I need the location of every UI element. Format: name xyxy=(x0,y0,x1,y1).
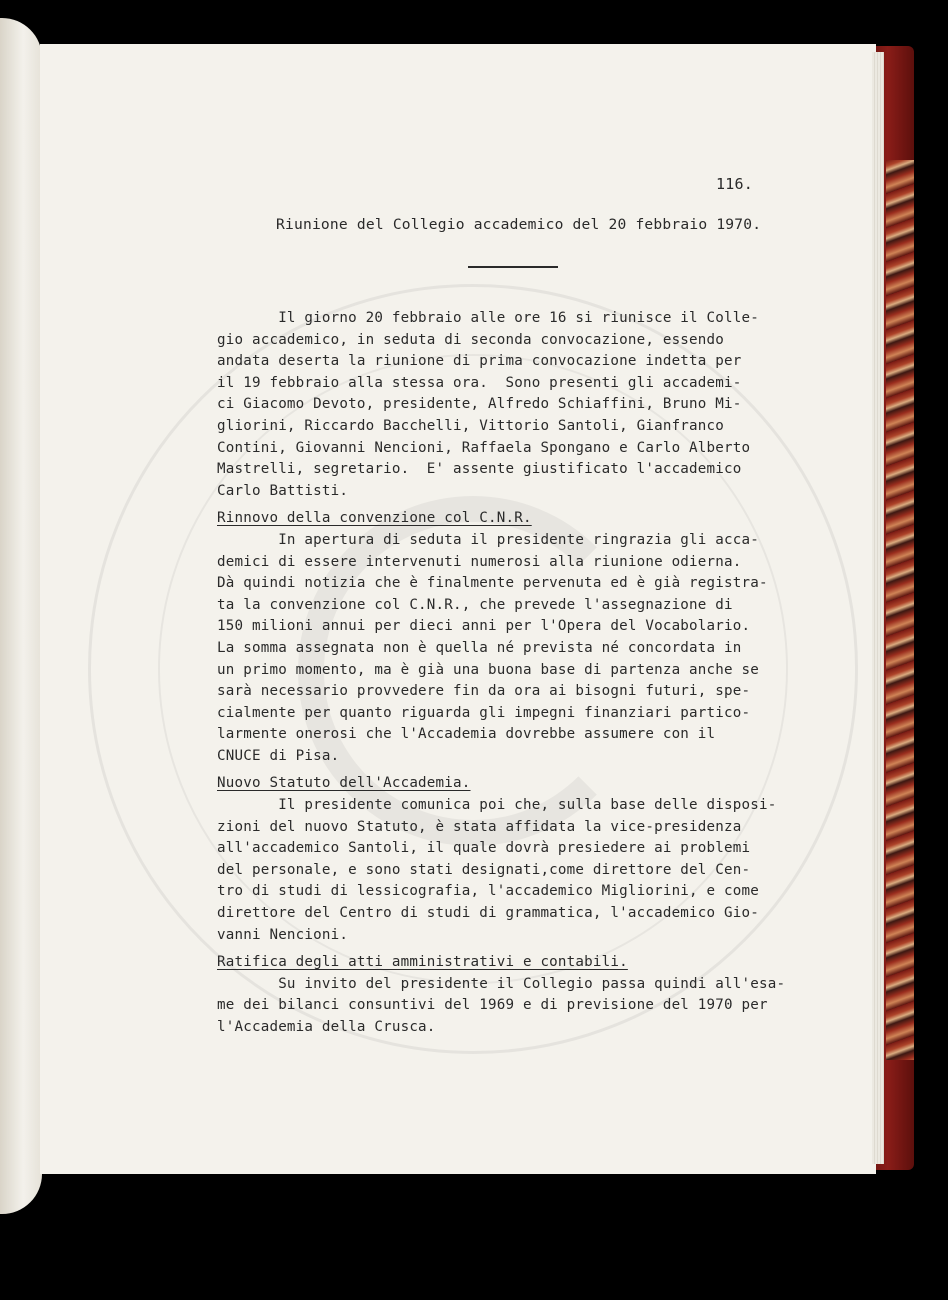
intro-line: Carlo Battisti. xyxy=(217,482,349,499)
document-title: Riunione del Collegio accademico del 20 febbraio 1970. xyxy=(276,216,762,233)
intro-line: andata deserta la riunione di prima convocazione indetta per xyxy=(217,353,742,370)
intro-line: il 19 febbraio alla stessa ora. Sono presenti gli accademi- xyxy=(217,374,742,391)
section-line: cialmente per quanto riguarda gli impegni finanziari partico- xyxy=(217,704,751,721)
section-line: Su invito del presidente il Collegio passa quindi all'esa- xyxy=(217,975,786,992)
section-line: vanni Nencioni. xyxy=(217,926,349,943)
section-line: l'Accademia della Crusca. xyxy=(217,1019,436,1035)
section-line: all'accademico Santoli, il quale dovrà presiedere ai problemi xyxy=(217,840,751,857)
document-body xyxy=(217,308,786,1039)
section-line: me dei bilanci consuntivi del 1969 e di previsione del 1970 per xyxy=(217,997,768,1014)
page-stack-edge xyxy=(872,52,884,1164)
facing-page-edge xyxy=(0,18,42,1214)
section-line: del personale, e sono stati designati,come direttore del Cen- xyxy=(217,861,751,878)
section-line: larmente onerosi che l'Accademia dovrebbe assumere con il xyxy=(217,726,716,743)
intro-line: Mastrelli, segretario. E' assente giustificato l'accademico xyxy=(217,461,742,478)
intro-line: gio accademico, in seduta di seconda convocazione, essendo xyxy=(217,331,725,348)
section-line: In apertura di seduta il presidente ringrazia gli acca- xyxy=(217,531,759,548)
title-rule xyxy=(468,266,558,268)
intro-line: Il giorno 20 febbraio alle ore 16 si riunisce il Colle- xyxy=(217,310,759,326)
intro-line: gliorini, Riccardo Bacchelli, Vittorio Santoli, Gianfranco xyxy=(217,417,725,434)
intro-line: Contini, Giovanni Nencioni, Raffaela Spongano e Carlo Alberto xyxy=(217,439,751,456)
intro-line: ci Giacomo Devoto, presidente, Alfredo Schiaffini, Bruno Mi- xyxy=(217,396,742,413)
page-number: 116. xyxy=(716,175,753,193)
document-page xyxy=(40,44,876,1174)
section-line: La somma assegnata non è quella né prevista né concordata in xyxy=(217,639,742,656)
section-line: direttore del Centro di studi di grammatica, l'accademico Gio- xyxy=(217,905,759,922)
section-line: ta la convenzione col C.N.R., che prevede l'assegnazione di xyxy=(217,596,733,613)
typed-document xyxy=(40,44,876,1174)
section-heading-ratifica: Ratifica degli atti amministrativi e contabili. xyxy=(217,954,628,971)
section-line: demici di essere intervenuti numerosi alla riunione odierna. xyxy=(217,553,742,570)
section-heading-cnr: Rinnovo della convenzione col C.N.R. xyxy=(217,510,532,527)
section-line: 150 milioni annui per dieci anni per l'Opera del Vocabolario. xyxy=(217,618,751,635)
section-line: sarà necessario provvedere fin da ora ai bisogni futuri, spe- xyxy=(217,683,751,700)
section-line: tro di studi di lessicografia, l'accademico Migliorini, e come xyxy=(217,883,759,900)
section-heading-statuto: Nuovo Statuto dell'Accademia. xyxy=(217,775,471,792)
marbled-endpaper xyxy=(886,160,914,1060)
section-line: un primo momento, ma è già una buona base di partenza anche se xyxy=(217,661,759,678)
section-line: zioni del nuovo Statuto, è stata affidata la vice-presidenza xyxy=(217,818,742,835)
section-line: Dà quindi notizia che è finalmente pervenuta ed è già registra- xyxy=(217,575,768,592)
section-line: Il presidente comunica poi che, sulla base delle disposi- xyxy=(217,797,777,814)
section-line: CNUCE di Pisa. xyxy=(217,747,340,764)
